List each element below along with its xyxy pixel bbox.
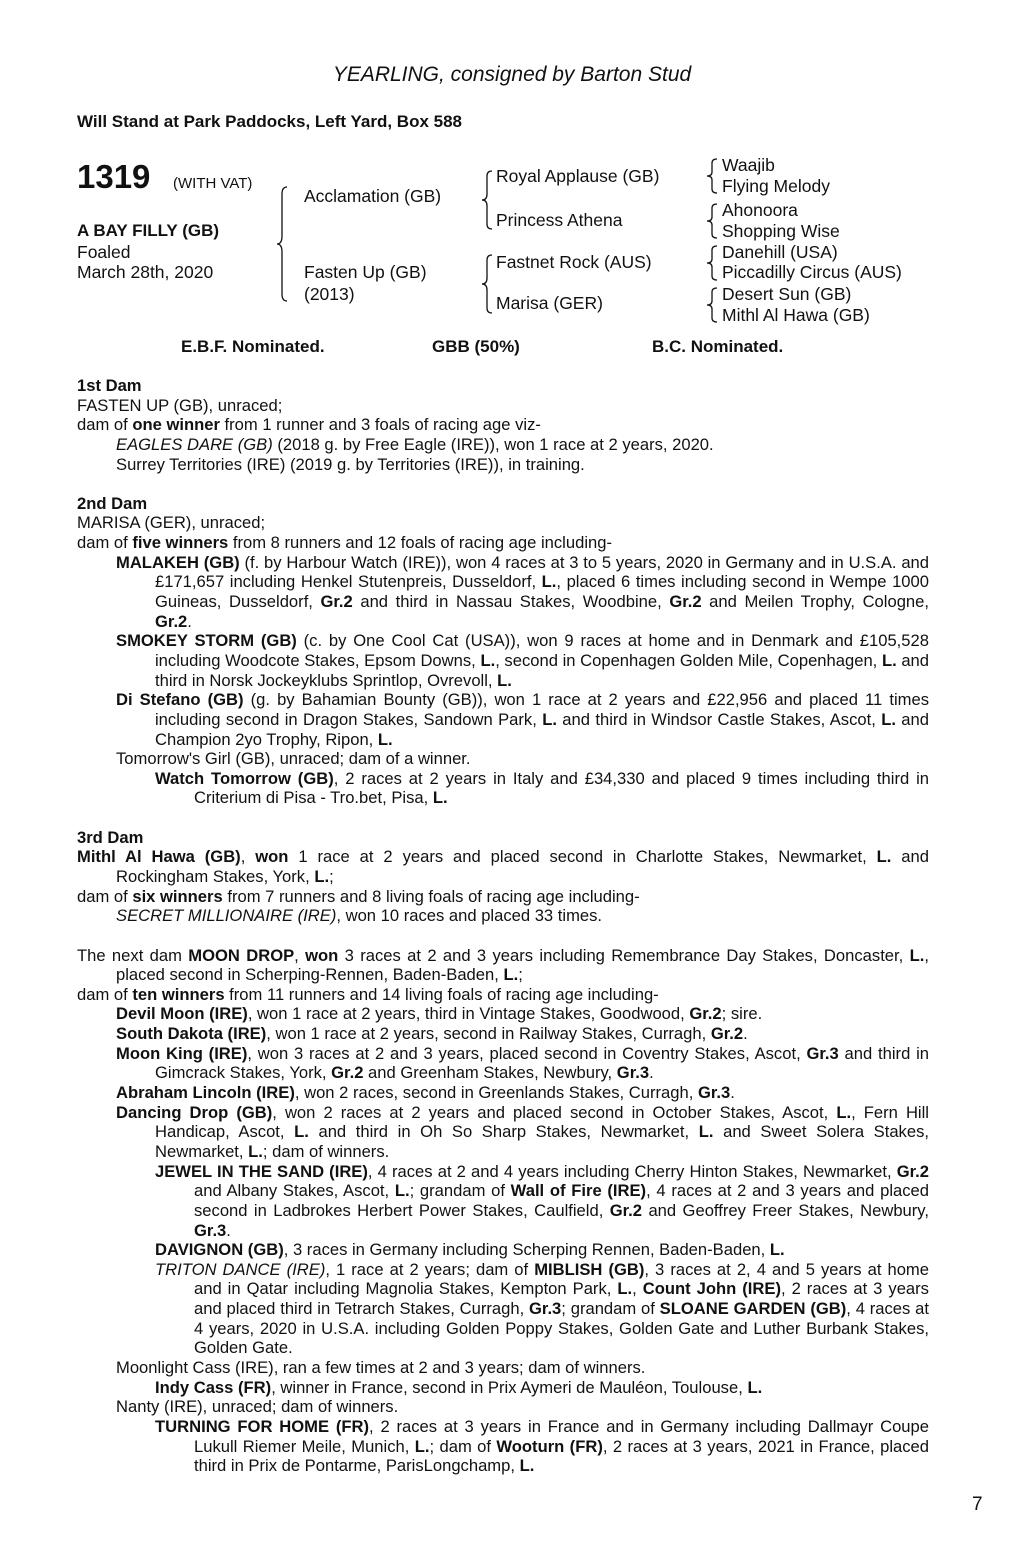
text: ; dam of	[429, 1436, 497, 1456]
text: .	[649, 1063, 654, 1083]
text: 3rd Dam	[77, 827, 144, 847]
text: , 2 races at 2 years in Italy and £34,330 and placed 9 times including third in Criterium di Pisa - Tro.bet, Pisa,	[194, 768, 929, 808]
dam-entry	[77, 513, 929, 533]
bold-text: L.	[377, 729, 393, 749]
text: 3 races at 2 and 3 years including Remembrance Day Stakes, Doncaster,	[338, 945, 910, 965]
text: Tomorrow's Girl (GB), unraced; dam of a winner.	[116, 749, 471, 769]
text: dam of	[77, 415, 133, 435]
pedigree-gen3: Piccadilly Circus (AUS)	[722, 262, 902, 282]
produce-entry	[116, 690, 929, 749]
produce-entry	[116, 1043, 930, 1083]
produce-entry	[116, 1397, 929, 1417]
text: , 3 races in Germany including Scherping Rennen, Baden-Baden,	[283, 1240, 770, 1260]
pedigree-gen3: Waajib	[722, 155, 775, 175]
bold-text: L.	[432, 788, 448, 808]
bold-text: L.	[769, 1240, 785, 1260]
text: and Geoffrey Freer Stakes, Newbury,	[642, 1200, 929, 1220]
bold-text: Devil Moon (IRE)	[116, 1004, 248, 1024]
bold-text: L.	[542, 709, 557, 729]
pedigree-brace-3a	[706, 158, 718, 194]
vat-note: (WITH VAT)	[173, 175, 253, 192]
text: and third in Nassau Stakes, Woodbine,	[352, 592, 670, 612]
text: FASTEN UP (GB), unraced;	[77, 395, 283, 415]
produce-entry	[116, 906, 929, 926]
text: , Fern Hill Handicap, Ascot,	[155, 1102, 929, 1142]
produce-entry	[116, 631, 930, 690]
bold-text: South Dakota (IRE)	[116, 1024, 267, 1044]
bold-text: Wall of Fire (IRE)	[510, 1181, 647, 1201]
pedigree-gen2: Princess Athena	[496, 210, 623, 230]
bold-text: L.	[248, 1141, 263, 1161]
pedigree-details	[77, 376, 929, 1476]
text: dam of	[77, 886, 133, 906]
page-number: 7	[972, 1494, 983, 1515]
text: .	[730, 1083, 735, 1103]
pedigree-dam: Fasten Up (GB)	[304, 262, 427, 282]
produce-entry	[116, 552, 929, 632]
produce-entry	[116, 454, 929, 475]
produce-entry	[155, 1377, 929, 1398]
italic-text: EAGLES DARE (GB)	[116, 434, 273, 454]
text: (f. by Harbour Watch (IRE)), won 4 races at 3 to 5 years, 2020 in Germany and in U.S.A. and £171,657 including Henkel Stutenpreis, Dusseldorf,	[155, 552, 929, 592]
text: and Rockingham Stakes, York,	[116, 847, 929, 886]
bold-text: L.	[503, 965, 519, 985]
bold-text: L.	[909, 945, 925, 965]
italic-text: SECRET MILLIONAIRE (IRE)	[116, 906, 337, 926]
bold-text: won	[305, 945, 339, 965]
bold-text: L.	[617, 1279, 633, 1299]
bold-text: Gr.3	[529, 1299, 562, 1319]
bold-text: Gr.2	[331, 1063, 364, 1083]
text: , 2 races at 3 years and placed third in Tetrarch Stakes, Curragh,	[194, 1279, 929, 1319]
dam-entry	[77, 847, 929, 886]
bold-text: L.	[394, 1181, 410, 1201]
bold-text: one winner	[132, 415, 220, 435]
pedigree-gen2: Royal Applause (GB)	[496, 166, 660, 186]
produce-entry	[155, 1161, 929, 1241]
foaled-date: March 28th, 2020	[77, 262, 214, 282]
text: , won 2 races at 2 years and placed second in October Stakes, Ascot,	[272, 1102, 837, 1122]
pedigree-gen2: Marisa (GER)	[496, 293, 603, 313]
text: , 4 races at 2 and 3 years and placed second in Ladbrokes Herbert Power Stakes, Caulfield,	[194, 1181, 929, 1220]
bold-text: Gr.2	[669, 592, 702, 612]
text: , placed 6 times including second in Wempe 1000 Guineas, Dusseldorf,	[155, 572, 929, 612]
bold-text: DAVIGNON (GB)	[155, 1240, 284, 1260]
bold-text: Gr.2	[320, 592, 353, 612]
text: , second in Copenhagen Golden Mile, Copenhagen,	[495, 650, 882, 670]
text: (g. by Bahamian Bounty (GB)), won 1 race at 2 years and £22,956 and placed 11 times including second in Dragon Stakes, Sandown Park,	[155, 690, 929, 729]
page-title: YEARLING, consigned by Barton Stud	[332, 63, 692, 86]
produce-entry	[155, 1240, 929, 1260]
section-spacer	[77, 474, 929, 494]
text: Nanty (IRE), unraced; dam of winners.	[116, 1397, 399, 1417]
text: .	[226, 1220, 231, 1240]
text: MARISA (GER), unraced;	[77, 513, 266, 533]
text: , 2 races at 3 years in France and in Germany including Dallmayr Coupe Lukull Riemer Meile, Munich,	[194, 1416, 929, 1456]
bc-nomination: B.C. Nominated.	[652, 337, 784, 356]
pedigree-gen3: Danehill (USA)	[722, 242, 838, 262]
bold-text: Watch Tomorrow (GB)	[155, 768, 334, 788]
text: , won 1 race at 2 years, second in Railway Stakes, Curragh,	[266, 1024, 711, 1044]
bold-text: Di Stefano (GB)	[116, 690, 244, 710]
text: and Greenham Stakes, Newbury,	[363, 1063, 617, 1083]
bold-text: L.	[876, 847, 892, 867]
bold-text: Count John (IRE)	[642, 1279, 781, 1299]
dam-entry	[77, 415, 929, 435]
bold-text: Moon King (IRE)	[116, 1043, 248, 1063]
text: ; sire.	[721, 1004, 763, 1024]
bold-text: L.	[414, 1436, 430, 1456]
bold-text: Indy Cass (FR)	[155, 1377, 272, 1397]
text: ; grandam of	[561, 1299, 660, 1319]
bold-text: L.	[519, 1456, 535, 1476]
horse-name: A BAY FILLY (GB)	[77, 221, 220, 240]
text: , 2 races at 3 years, 2021 in France, placed third in Prix de Pontarme, ParisLongchamp,	[194, 1436, 930, 1476]
ebf-nomination: E.B.F. Nominated.	[181, 337, 325, 356]
bold-text: Gr.2	[710, 1024, 744, 1044]
text: (2018 g. by Free Eagle (IRE)), won 1 race at 2 years, 2020.	[272, 434, 714, 454]
pedigree-brace-2a	[481, 170, 493, 230]
italic-text: TRITON DANCE (IRE)	[155, 1259, 326, 1279]
bold-text: ten winners	[132, 984, 225, 1004]
text: , 4 races at 4 years, 2020 in U.S.A. including Golden Poppy Stakes, Golden Gate and Luther Burbank Stakes, Golden Gate.	[194, 1299, 929, 1358]
bold-text: L.	[497, 670, 512, 690]
gbb-note: GBB (50%)	[432, 337, 520, 356]
foaled-label: Foaled	[77, 242, 131, 262]
section-spacer	[77, 808, 929, 828]
text: ;	[518, 965, 523, 985]
text: , won 1 race at 2 years, third in Vintage Stakes, Goodwood,	[247, 1004, 690, 1024]
text: from 7 runners and 8 living foals of racing age including-	[222, 886, 640, 906]
bold-text: L.	[698, 1122, 714, 1142]
text: from 1 runner and 3 foals of racing age viz-	[219, 415, 541, 435]
text: and third in Gimcrack Stakes, York,	[155, 1043, 930, 1083]
text: ; grandam of	[409, 1181, 511, 1201]
stand-location: Will Stand at Park Paddocks, Left Yard, Box 588	[77, 112, 462, 131]
text: and Sweet Solera Stakes, Newmarket,	[155, 1122, 929, 1161]
bold-text: JEWEL IN THE SAND (IRE)	[155, 1161, 368, 1181]
produce-entry	[155, 768, 929, 808]
text: , 1 race at 2 years; dam of	[325, 1259, 535, 1279]
bold-text: L.	[541, 572, 557, 592]
bold-text: TURNING FOR HOME (FR)	[155, 1416, 370, 1436]
text: and third in Oh So Sharp Stakes, Newmarket,	[308, 1122, 699, 1142]
pedigree-brace-3c	[706, 245, 718, 281]
text: ,	[294, 945, 306, 965]
bold-text: L.	[747, 1377, 763, 1397]
text: .	[743, 1024, 748, 1044]
dam-entry	[77, 887, 929, 907]
bold-text: Gr.3	[194, 1220, 227, 1240]
pedigree-brace-1	[276, 186, 288, 302]
bold-text: Wooturn (FR)	[496, 1436, 603, 1456]
pedigree-sire: Acclamation (GB)	[304, 186, 442, 206]
text: Surrey Territories (IRE) (2019 g. by Territories (IRE)), in training.	[116, 454, 585, 474]
dam-entry	[77, 533, 929, 553]
pedigree-dam-year: (2013)	[304, 284, 355, 304]
text: ,	[240, 847, 256, 867]
text: and Champion 2yo Trophy, Ripon,	[155, 709, 929, 749]
text: from 11 runners and 14 living foals of racing age including-	[224, 984, 659, 1004]
dam-entry	[77, 985, 929, 1005]
bold-text: Gr.3	[616, 1063, 650, 1083]
text: and Meilen Trophy, Cologne,	[701, 592, 929, 612]
pedigree-brace-3d	[706, 287, 718, 323]
produce-entry	[116, 1083, 929, 1103]
bold-text: Gr.2	[609, 1200, 643, 1220]
section-heading	[77, 828, 929, 848]
bold-text: six winners	[132, 886, 223, 906]
produce-entry	[116, 434, 929, 455]
text: ; dam of winners.	[262, 1141, 390, 1161]
bold-text: L.	[480, 650, 496, 670]
pedigree-gen3: Ahonoora	[722, 200, 798, 220]
text: dam of	[77, 984, 133, 1004]
pedigree-gen3: Flying Melody	[722, 176, 830, 196]
section-heading	[77, 376, 929, 396]
produce-entry	[116, 1357, 929, 1378]
bold-text: L.	[836, 1102, 852, 1122]
text: , winner in France, second in Prix Aymeri de Mauléon, Toulouse,	[271, 1377, 748, 1397]
text: from 8 runners and 12 foals of racing age including-	[228, 533, 612, 553]
text: , 4 races at 2 and 4 years including Cherry Hinton Stakes, Newmarket,	[367, 1161, 897, 1181]
bold-text: Gr.3	[806, 1043, 839, 1063]
bold-text: L.	[314, 866, 330, 886]
text: 1 race at 2 years and placed second in Charlotte Stakes, Newmarket,	[288, 847, 877, 867]
produce-entry	[155, 1416, 930, 1476]
text: (c. by One Cool Cat (USA)), won 9 races at home and in Denmark and £105,528 including Woodcote Stakes, Epsom Downs,	[155, 631, 929, 670]
produce-entry	[116, 1004, 929, 1024]
text: dam of	[77, 533, 133, 553]
pedigree-gen2: Fastnet Rock (AUS)	[496, 252, 652, 272]
text: , 3 races at 2, 4 and 5 years at home and in Qatar including Magnolia Stakes, Kempton Park,	[194, 1259, 929, 1299]
bold-text: SLOANE GARDEN (GB)	[659, 1299, 847, 1319]
text: and third in Norsk Jockeyklubs Sprintlop, Ovrevoll,	[155, 650, 930, 690]
bold-text: five winners	[132, 533, 229, 553]
bold-text: Abraham Lincoln (IRE)	[116, 1083, 295, 1103]
bold-text: SMOKEY STORM (GB)	[116, 631, 297, 651]
bold-text: Mithl Al Hawa (GB)	[77, 847, 241, 867]
text: 1st Dam	[77, 376, 142, 395]
pedigree-gen3: Mithl Al Hawa (GB)	[722, 305, 870, 325]
text: and third in Windsor Castle Stakes, Ascot,	[556, 709, 882, 729]
text: ;	[329, 866, 334, 886]
text: Moonlight Cass (IRE), ran a few times at 2 and 3 years; dam of winners.	[116, 1357, 646, 1377]
text: 2nd Dam	[77, 493, 148, 513]
bold-text: MALAKEH (GB)	[116, 552, 240, 572]
dam-entry	[77, 396, 929, 416]
produce-entry	[116, 749, 929, 769]
dam-entry	[77, 945, 929, 985]
text: .	[187, 611, 192, 631]
bold-text: Gr.2	[896, 1161, 929, 1181]
pedigree-gen3: Desert Sun (GB)	[722, 284, 852, 304]
text: , placed second in Scherping-Rennen, Baden-Baden,	[116, 945, 929, 985]
bold-text: MOON DROP	[188, 945, 295, 965]
bold-text: Gr.2	[689, 1004, 722, 1024]
text: , won 3 races at 2 and 3 years, placed second in Coventry Stakes, Ascot,	[247, 1043, 807, 1063]
bold-text: MIBLISH (GB)	[534, 1259, 645, 1279]
pedigree-gen3: Shopping Wise	[722, 221, 840, 241]
section-heading	[77, 494, 929, 514]
produce-entry	[116, 1024, 929, 1044]
pedigree-brace-2b	[481, 254, 493, 314]
produce-entry	[155, 1259, 929, 1358]
pedigree-brace-3b	[706, 203, 718, 239]
text: , won 2 races, second in Greenlands Stakes, Curragh,	[294, 1083, 698, 1103]
bold-text: L.	[294, 1122, 309, 1142]
text: The next dam	[77, 945, 189, 965]
bold-text: Gr.3	[697, 1083, 731, 1103]
section-spacer	[77, 926, 929, 946]
lot-number: 1319	[77, 158, 151, 195]
bold-text: Gr.2	[155, 611, 188, 631]
bold-text: Dancing Drop (GB)	[116, 1102, 273, 1122]
text: ,	[632, 1279, 643, 1299]
text: and Albany Stakes, Ascot,	[194, 1181, 395, 1201]
produce-entry	[116, 1102, 929, 1162]
bold-text: won	[255, 847, 289, 867]
bold-text: L.	[881, 709, 896, 729]
bold-text: L.	[881, 650, 897, 670]
text: , won 10 races and placed 33 times.	[336, 906, 603, 926]
